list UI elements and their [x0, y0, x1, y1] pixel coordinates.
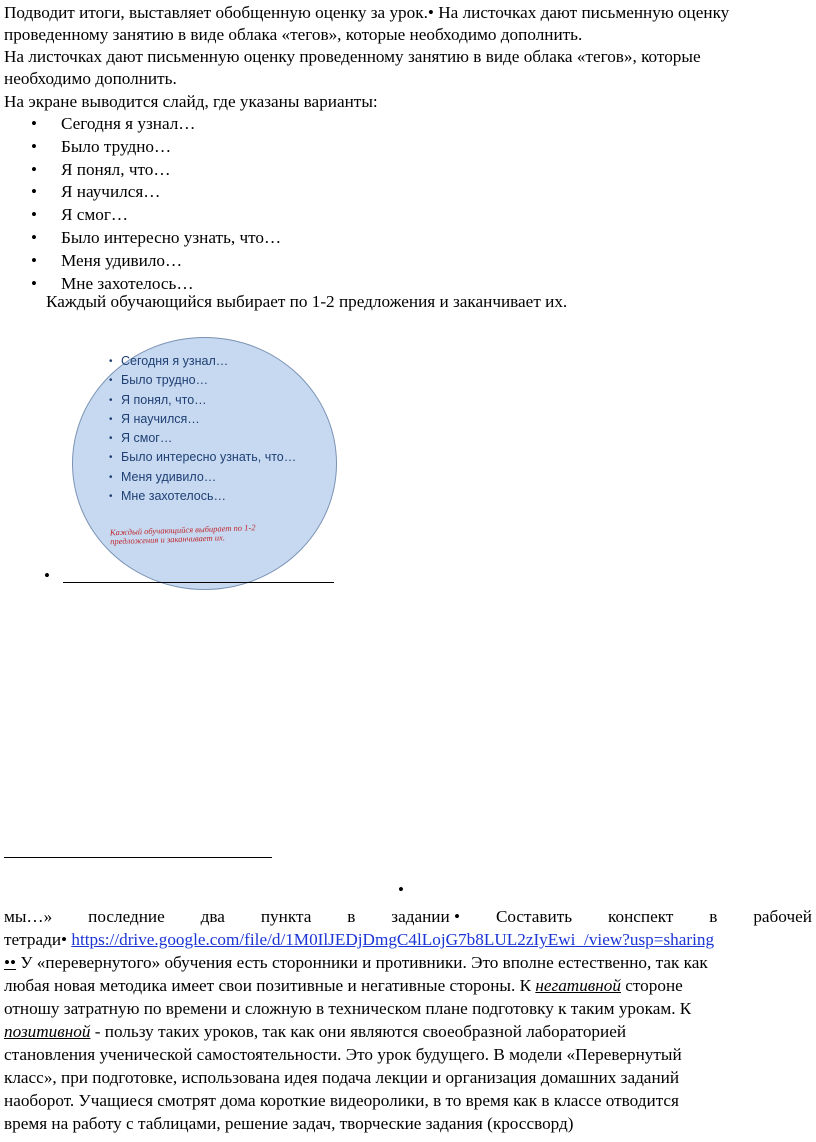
intro-line-1: Подводит итоги, выставляет обобщенную оценку за урок.• На листочках дают письменную оценку [4, 3, 730, 22]
list-item: • Было трудно… [0, 136, 281, 159]
slide-item: • Сегодня я узнал… [109, 352, 296, 371]
bullet-dot: • [453, 907, 461, 926]
slide-item: • Я понял, что… [109, 391, 296, 410]
intro-line-2: проведенному занятию в виде облака «тегов», которые необходимо дополнить. [4, 25, 583, 44]
drive-link[interactable]: https://drive.google.com/file/d/1M0IlJEDjDmgC4lLojG7b8LUL2zIyEwi_/view?usp=sharing [71, 930, 715, 949]
options-list [0, 113, 281, 295]
closing-line-3: отношу затратную по времени и сложную в техническом плане подготовку к таким урокам. К [4, 999, 692, 1018]
closing-line-5: становления ученической самостоятельности. Это урок будущего. В модели «Перевернутый [4, 1045, 682, 1064]
slide-item: • Мне захотелось… [109, 487, 296, 506]
bullet-dot: • [427, 3, 434, 22]
closing-line-2: любая новая методика имеет свои позитивные и негативные стороны. К негативной стороне [4, 976, 683, 995]
underline-blank [63, 582, 334, 583]
slide-item: • Было интересно узнать, что… [109, 448, 296, 467]
bullet-dot: • [61, 930, 68, 949]
closing-line-7: наоборот. Учащиеся смотрят дома короткие видеоролики, в то время как в классе отводится [4, 1091, 679, 1110]
slide-item: • Меня удивило… [109, 468, 296, 487]
list-item: • Я понял, что… [0, 159, 281, 182]
footnote-separator [4, 857, 272, 858]
fragment-line: мы…» последние два пункта в задании • Составить конспект в рабочей [4, 906, 812, 929]
intro-line-4: необходимо дополнить. [4, 69, 177, 88]
slide-item: • Я научился… [109, 410, 296, 429]
list-item: • Сегодня я узнал… [0, 113, 281, 136]
slide-note: Каждый обучающийся выбирает по 1-2 предложения и заканчивает их. [109, 522, 256, 547]
closing-line-1: •• У «перевернутого» обучения есть сторонники и противники. Это вполне естественно, так как [4, 953, 708, 972]
closing-line-4: позитивной - пользу таких уроков, так как они являются своеобразной лабораторией [4, 1022, 627, 1041]
instruction-text: Каждый обучающийся выбирает по 1-2 предложения и заканчивает их. [46, 292, 568, 311]
task-label: задании • [391, 907, 461, 926]
list-item: • Было интересно узнать, что… [0, 227, 281, 250]
slide-options-list [109, 352, 296, 506]
slide-item: • Было трудно… [109, 371, 296, 390]
bullet-dot: •• [4, 953, 17, 972]
bullet-dot: • [44, 566, 50, 585]
bullet-dot: • [398, 880, 404, 899]
list-item: • Мне захотелось… [0, 273, 281, 296]
closing-line-6: класс», при подготовке, использована идея подача лекции и организация домашних заданий [4, 1068, 680, 1087]
list-item: • Меня удивило… [0, 250, 281, 273]
closing-line-8: время на работу с таблицами, решение задач, творческие задания (кроссворд) [4, 1114, 574, 1133]
list-item: • Я научился… [0, 181, 281, 204]
link-line: тетради• https://drive.google.com/file/d/1M0IlJEDjDmgC4lLojG7b8LUL2zIyEwi_/view?usp=sharing [4, 930, 715, 949]
slide-item: • Я смог… [109, 429, 296, 448]
intro-line-3: На листочках дают письменную оценку проведенному занятию в виде облака «тегов», которые [4, 47, 701, 66]
list-item: • Я смог… [0, 204, 281, 227]
intro-line-5: На экране выводится слайд, где указаны варианты: [4, 92, 378, 111]
